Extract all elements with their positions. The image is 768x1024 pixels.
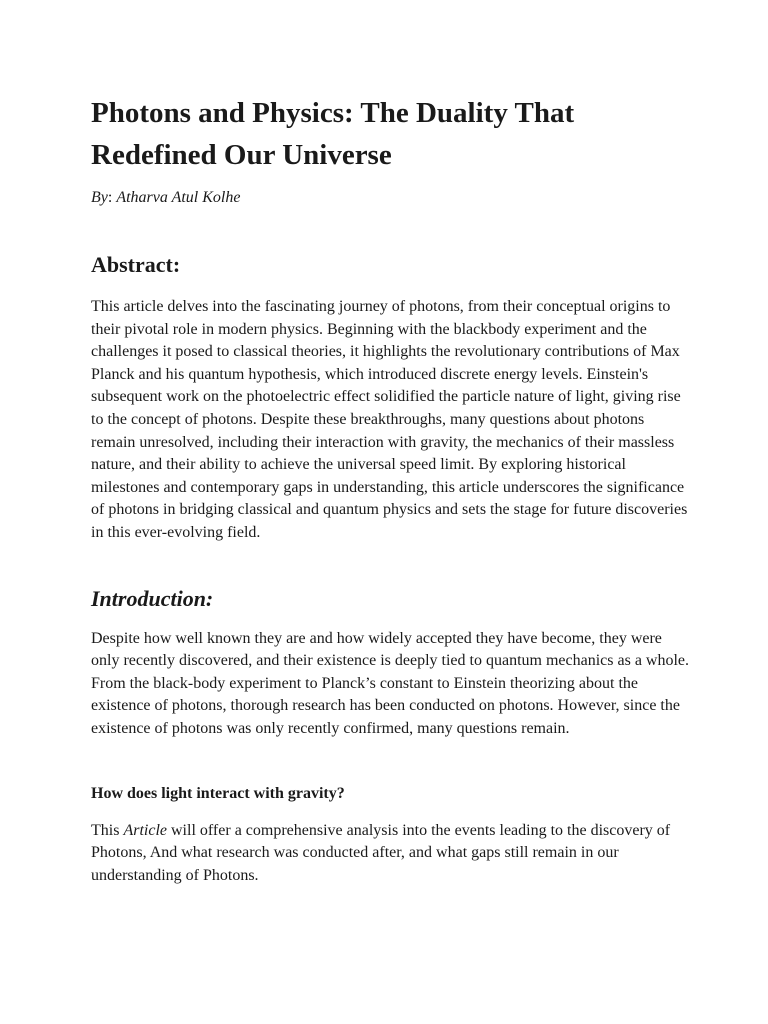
closing-lead: This	[91, 821, 124, 839]
byline	[91, 187, 691, 209]
introduction-heading: Introduction:	[91, 585, 214, 611]
abstract-heading: Abstract:	[91, 252, 181, 277]
closing-emphasis: Article	[123, 821, 167, 839]
article-title: Photons and Physics: The Duality That Redefined Our Universe	[91, 97, 575, 171]
closing-rest: will offer a comprehensive analysis into the events leading to the discovery of Photons, And what research was conducted after, and what gaps still remain in our understanding of Photons.	[91, 821, 671, 884]
abstract-paragraph: This article delves into the fascinating journey of photons, from their conceptual origins to their pivotal role in modern physics. Beginning with the blackbody experiment and the challenges it posed to classical theories, it highlights the revolutionary contributions of Max Planck and his quantum hypothesis, which introduced discrete energy levels. Einstein's subsequent work on the photoelectric effect solidified the particle nature of light, giving rise to the concept of photons. Despite these breakthroughs, many questions about photons remain unresolved, including their interaction with gravity, the mechanics of their massless nature, and their ability to achieve the universal speed limit. By exploring historical milestones and contemporary gaps in understanding, this article underscores the significance of photons in bridging classical and quantum physics and sets the stage for future discoveries in this ever-evolving field.	[91, 298, 688, 541]
author-name: Atharva Atul Kolhe	[116, 189, 241, 206]
byline-separator: :	[107, 189, 117, 206]
research-question: How does light interact with gravity?	[91, 784, 345, 802]
byline-prefix: By	[91, 189, 108, 206]
introduction-paragraph: Despite how well known they are and how widely accepted they have become, they were only recently discovered, and their existence is deeply tied to quantum mechanics as a whole. From the black-body experiment to Planck’s constant to Einstein theorizing about the existence of photons, thorough research has been conducted on photons. However, since the existence of photons was only recently confirmed, many questions remain.	[91, 629, 690, 737]
article-page	[91, 92, 691, 887]
closing-paragraph	[91, 820, 691, 888]
